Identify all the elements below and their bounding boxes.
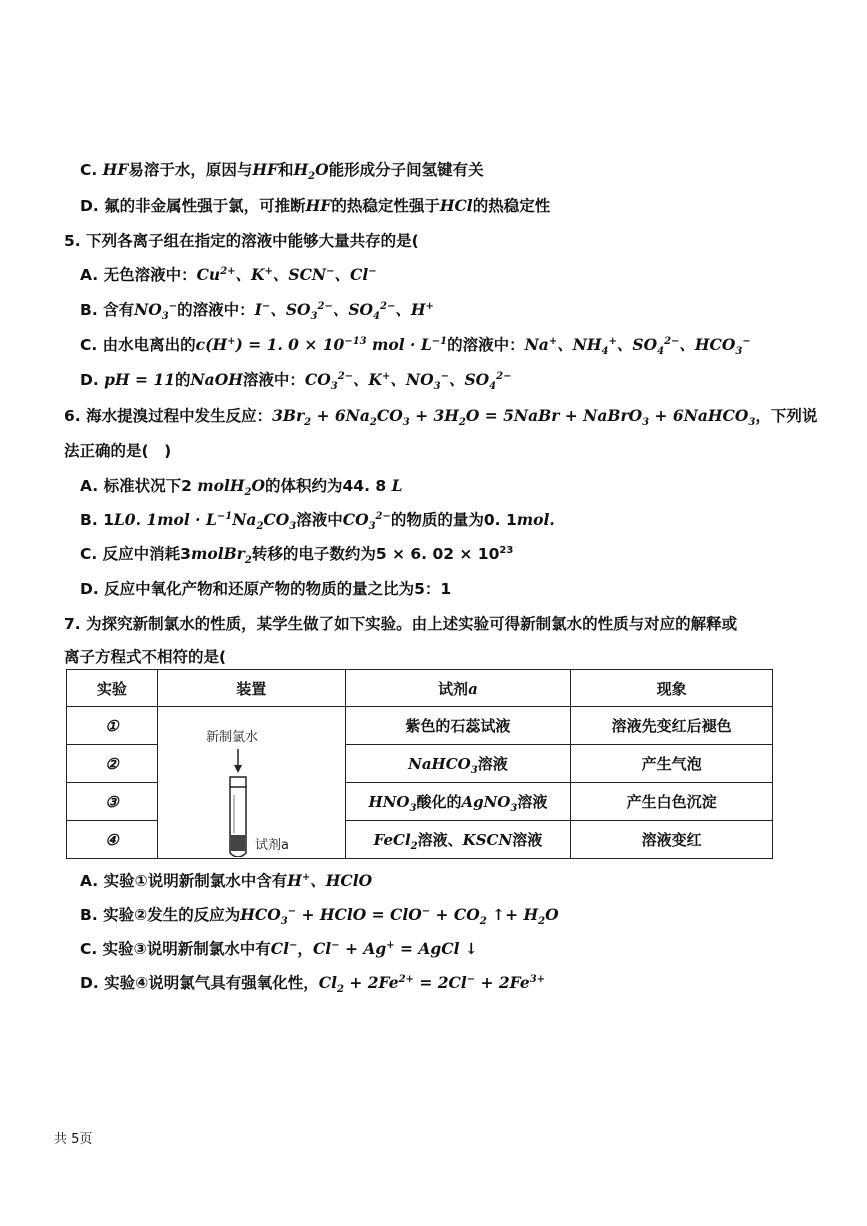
q7-stem-line1: 7. 为探究新制氯水的性质，某学生做了如下实验。由上述实验可得新制氯水的性质与对应的解释或 bbox=[64, 615, 738, 633]
table-row bbox=[67, 707, 773, 745]
q6-stem-line2: 法正确的是( ) bbox=[64, 442, 172, 460]
q5-option-c: C. 由水电离出的c(H+) = 1. $0 \times 10^{-13}$ mol · $L^{-1}$的溶液中：Na+、$NH_4^+$、$SO_4^{2-}$、$HCO_3^-$ bbox=[80, 335, 751, 358]
phenomenon-cell: 产生气泡 bbox=[571, 745, 773, 783]
table-header-row bbox=[67, 670, 773, 707]
reagent-cell: FeCl$_2$溶液、KSCN溶液 bbox=[345, 821, 571, 859]
q6-option-c: C. 反应中消耗3molBr$_2$转移的电子数约为5 × 6. $02 \times 10^{23}$ bbox=[80, 544, 514, 567]
q7-stem-line2: 离子方程式不相符的是( bbox=[64, 648, 227, 666]
test-tube-apparatus-icon bbox=[158, 707, 346, 857]
reagent-cell: 紫色的石蕊试液 bbox=[345, 707, 571, 745]
q5-option-b: B. 含有$NO_3^-$的溶液中：I−、$SO_3^{2-}$、$SO_4^{2-}$、H+ bbox=[80, 300, 434, 323]
q6-option-d: D. 反应中氧化产物和还原产物的物质的量之比为5：1 bbox=[80, 580, 452, 598]
q6-option-b: B. 1L0. $1mol \cdot L^{-1}Na_2CO_3$溶液中$CO_3^{2-}$的物质的量为0. 1mol. bbox=[80, 510, 555, 533]
q5-stem: 5. 下列各离子组在指定的溶液中能够大量共存的是( bbox=[64, 232, 419, 250]
phenomenon-cell: 溶液变红 bbox=[571, 821, 773, 859]
q6-stem-line1: 6. 海水提溴过程中发生反应：$3Br_2 + 6Na_2CO_3 + 3H_2O$ = 5NaBr + NaBrO$_3$ + 6NaHCO$_3$，下列说 bbox=[64, 406, 818, 429]
q6-option-a: A. 标准状况下2 molH$_2$O的体积约为44. 8 L bbox=[80, 476, 403, 499]
phenomenon-cell: 溶液先变红后褪色 bbox=[571, 707, 773, 745]
page-footer: 共 5页 bbox=[54, 1132, 93, 1147]
header-reagent: 试剂a bbox=[345, 670, 571, 707]
q4-option-c: C. HF易溶于水，原因与HF和$H_2O$能形成分子间氢键有关 bbox=[80, 160, 484, 183]
header-phenomenon: 现象 bbox=[571, 670, 773, 707]
reagent-cell: NaHCO$_3$溶液 bbox=[345, 745, 571, 783]
q7-option-a: A. 实验①说明新制氯水中含有H+、HClO bbox=[80, 871, 373, 890]
apparatus-cell bbox=[157, 707, 345, 859]
header-experiment: 实验 bbox=[67, 670, 158, 707]
apparatus-label-top: 新制氯水 bbox=[205, 730, 258, 745]
q7-option-b: B. 实验②发生的反应为$HCO_3^-$ + HClO = $ClO^- + CO_2$ ↑+ $H_2O$ bbox=[80, 905, 559, 928]
q4-option-d: D. 氟的非金属性强于氯，可推断HF的热稳定性强于HCl的热稳定性 bbox=[80, 196, 551, 215]
experiment-number: ② bbox=[67, 745, 158, 783]
q7-option-d: D. 实验④说明氯气具有强氧化性，$Cl_2 + 2Fe^{2+} = 2Cl^- + 2Fe^{3+}$ bbox=[80, 973, 546, 996]
reagent-cell: $HNO_3$酸化的AgNO$_3$溶液 bbox=[345, 783, 571, 821]
experiment-number: ① bbox=[67, 707, 158, 745]
experiment-number: ④ bbox=[67, 821, 158, 859]
q5-option-d: D. pH = 11的NaOH溶液中：$CO_3^{2-}$、K+、$NO_3^-$、$SO_4^{2-}$ bbox=[80, 370, 512, 393]
header-apparatus: 装置 bbox=[157, 670, 345, 707]
experiment-number: ③ bbox=[67, 783, 158, 821]
experiment-table bbox=[66, 669, 773, 859]
q5-option-a: A. 无色溶液中：$Cu^{2+}$、K+、SCN−、Cl− bbox=[80, 265, 377, 284]
q7-option-c: C. 实验③说明新制氯水中有Cl−，Cl− + Ag+ = AgCl ↓ bbox=[80, 939, 478, 958]
apparatus-label-side: 试剂a bbox=[254, 838, 289, 853]
phenomenon-cell: 产生白色沉淀 bbox=[571, 783, 773, 821]
